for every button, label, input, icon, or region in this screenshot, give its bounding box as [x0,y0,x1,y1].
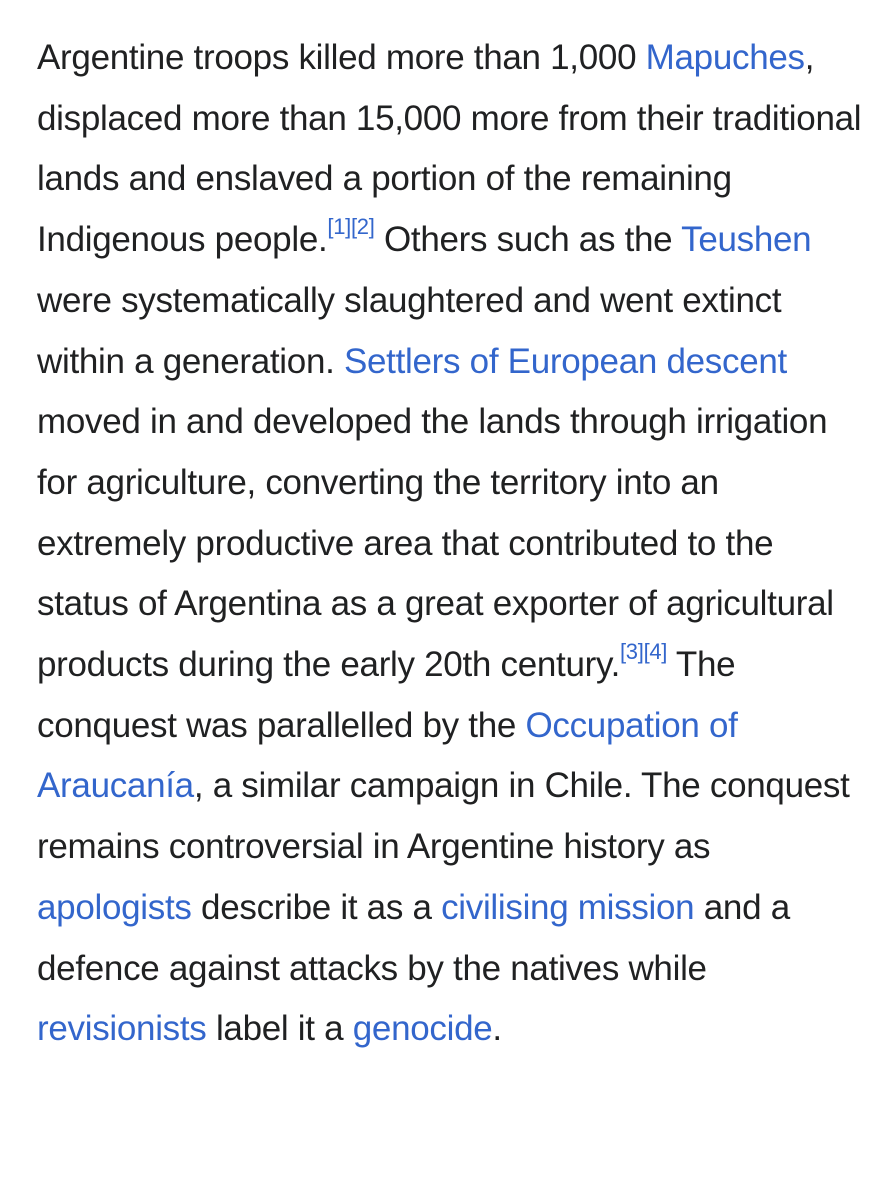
text-segment: , displaced more than 15,000 more from their traditional lands and enslaved a portion of the remaining Indigenous people. [37,38,862,260]
text-segment: . [492,1009,502,1049]
citation-2[interactable]: [2] [350,214,375,240]
link-mapuches[interactable]: Mapuches [645,38,805,77]
citation-group [620,639,667,664]
citation-3[interactable]: [3] [620,639,644,665]
link-civilising-mission[interactable]: civilising mission [441,887,695,927]
text-segment: describe it as a [191,887,442,927]
citation-1[interactable]: [1] [327,214,351,240]
text-segment: The conquest was parallelled by the [37,645,736,745]
text-segment: were systematically slaughtered and went extinct within a generation. [37,280,782,381]
article-paragraph [37,28,867,1060]
citation-4[interactable]: [4] [643,639,668,665]
text-segment: Others such as the [374,220,682,260]
link-genocide[interactable]: genocide [352,1009,493,1049]
text-segment: moved in and developed the lands through irrigation for agriculture, converting the territory into an extremely productive area that contributed to the status of Argentina as a great exporter of agricultural products during the early 20th century. [37,402,834,685]
link-settlers-of-european-descent[interactable]: Settlers of European descent [343,341,787,381]
link-apologists[interactable]: apologists [37,887,192,927]
text-segment: Argentine troops killed more than 1,000 [37,38,646,77]
text-segment: and a defence against attacks by the natives while [37,887,790,988]
link-revisionists[interactable]: revisionists [37,1009,207,1049]
link-teushen[interactable]: Teushen [681,220,812,260]
text-segment: label it a [206,1009,353,1049]
citation-group [327,214,374,239]
link-occupation-of-araucania[interactable]: Occupation of Araucanía [37,705,738,806]
text-segment: , a similar campaign in Chile. The conquest remains controversial in Argentine history as [37,766,850,867]
